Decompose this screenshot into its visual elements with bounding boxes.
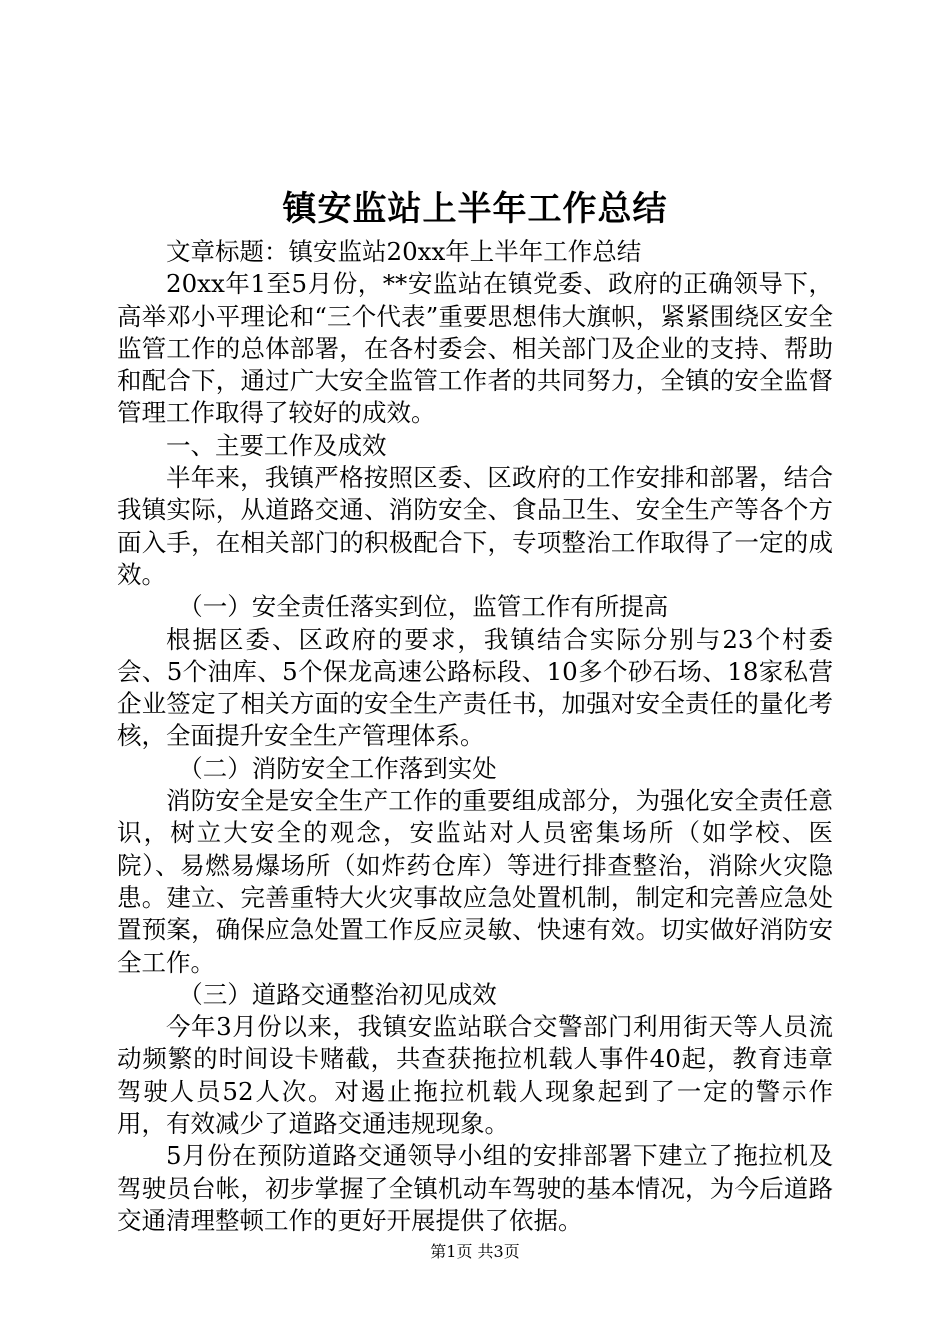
section-heading-main-work: 一、主要工作及成效 [166, 430, 387, 460]
paragraph-intro: 20xx年1至5月份，**安监站在镇党委、政府的正确领导下，高举邓小平理论和“三个代表”重要思想伟大旗帜，紧紧围绕区安全监管工作的总体部署，在各村委会、相关部门及企业的支持、帮助和配合下，通过广大安全监管工作者的共同努力，全镇的安全监督管理工作取得了较好的成效。 [117, 269, 833, 428]
paragraph-fire-safety: 消防安全是安全生产工作的重要组成部分，为强化安全责任意识，树立大安全的观念，安监站对人员密集场所（如学校、医院）、易燃易爆场所（如炸药仓库）等进行排查整治，消除火灾隐患。建立、完善重特大火灾事故应急处置机制，制定和完善应急处置预案，确保应急处置工作反应灵敏、快速有效。切实做好消防安全工作。 [117, 786, 833, 977]
subsection-heading-responsibility: （一）安全责任落实到位，监管工作有所提高 [178, 592, 669, 622]
paragraph-article-title: 文章标题：镇安监站20xx年上半年工作总结 [166, 237, 642, 266]
document-title: 镇安监站上半年工作总结 [282, 189, 668, 229]
paragraph-responsibility: 根据区委、区政府的要求，我镇结合实际分别与23个村委会、5个油库、5个保龙高速公路标段、10多个砂石场、18家私营企业签定了相关方面的安全生产责任书，加强对安全责任的量化考核，全面提升安全生产管理体系。 [117, 624, 833, 751]
paragraph-road-traffic: 今年3月份以来，我镇安监站联合交警部门利用街天等人员流动频繁的时间设卡赌截，共查获拖拉机载人事件40起，教育违章驾驶人员52人次。对遏止拖拉机载人现象起到了一定的警示作用，有效减少了道路交通违规现象。 [117, 1012, 833, 1139]
document-body [117, 236, 833, 1237]
paragraph-tractor-records: 5月份在预防道路交通领导小组的安排部署下建立了拖拉机及驾驶员台帐，初步掌握了全镇机动车驾驶的基本情况，为今后道路交通清理整顿工作的更好开展提供了依据。 [117, 1141, 833, 1235]
subsection-heading-road-traffic: （三）道路交通整治初见成效 [178, 979, 497, 1009]
paragraph-half-year-summary: 半年来，我镇严格按照区委、区政府的工作安排和部署，结合我镇实际，从道路交通、消防安全、食品卫生、安全生产等各个方面入手，在相关部门的积极配合下，专项整治工作取得了一定的成效。 [117, 463, 833, 589]
page-number-footer: 第1页 共3页 [430, 1242, 520, 1261]
subsection-heading-fire-safety: （二）消防安全工作落到实处 [178, 753, 497, 783]
